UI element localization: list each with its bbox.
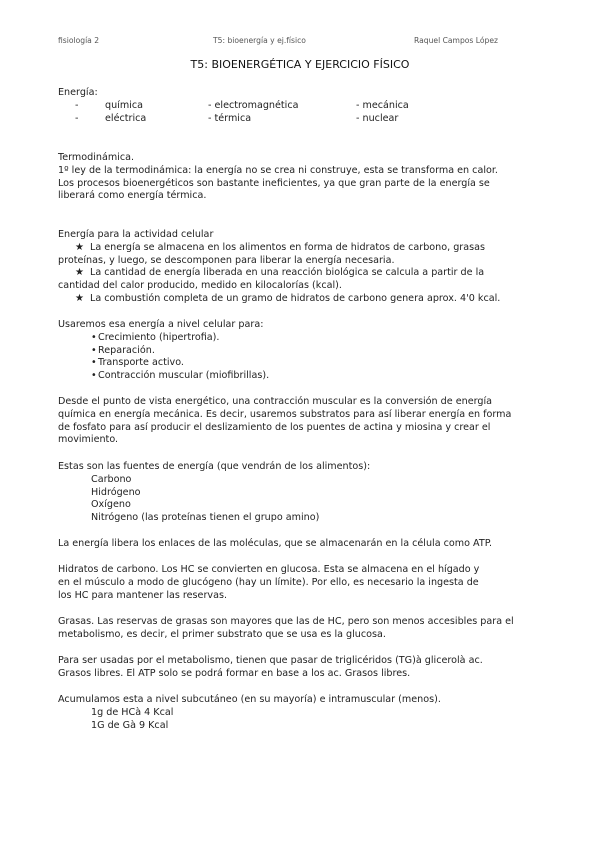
thermodynamics-section	[58, 152, 548, 203]
thermo-line: Los procesos bioenergéticos son bastante ineficientes, ya que gran parte de la energía se	[58, 177, 490, 189]
paragraph-line: La energía libera los enlaces de las moléculas, que se almacenarán en la célula como ATP.	[58, 538, 493, 549]
source-item: Nitrógeno (las proteínas tienen el grupo amino)	[91, 512, 320, 524]
header-author: Raquel Campos López	[414, 36, 499, 45]
page-title: T5: BIOENERGÉTICA Y EJERCICIO FÍSICO	[190, 58, 410, 71]
energy-type: eléctrica	[105, 112, 147, 124]
bullet-icon: •	[91, 357, 97, 369]
paragraph-line: Hidratos de carbono. Los HC se convierten en glucosa. Esta se almacena en el hígado y	[58, 564, 480, 575]
source-item: Carbono	[91, 473, 132, 485]
bullet-icon: •	[91, 331, 97, 343]
thermo-line: liberará como energía térmica.	[58, 190, 207, 202]
energy-sources-section	[58, 461, 548, 525]
use-item: Reparación.	[98, 344, 155, 356]
paragraph-line: Grasas. Las reservas de grasas son mayores que las de HC, pero son menos accesibles para el	[58, 616, 514, 627]
calorie-item: 1G de Gà 9 Kcal	[91, 719, 169, 731]
storage-heading: Acumulamos esta a nivel subcutáneo (en su mayoría) e intramuscular (menos).	[58, 694, 441, 705]
fats-paragraph	[58, 616, 548, 642]
energy-type: - electromagnética	[208, 99, 299, 111]
uses-heading: Usaremos esa energía a nivel celular para:	[58, 319, 264, 330]
carbohydrates-paragraph	[58, 564, 548, 602]
header-subject: fisiología 2	[58, 36, 100, 45]
bullet-icon: •	[91, 344, 97, 356]
thermo-line: 1º ley de la termodinámica: la energía no se crea ni construye, esta se transforma en calor.	[58, 164, 498, 176]
sources-heading: Estas son las fuentes de energía (que vendrán de los alimentos):	[58, 461, 371, 472]
paragraph-line: los HC para mantener las reservas.	[58, 589, 228, 601]
energetic-view-paragraph	[58, 396, 548, 447]
energy-type: - mecánica	[356, 99, 409, 111]
bullet-icon: •	[91, 370, 97, 382]
metabolism-paragraph	[58, 655, 548, 681]
energy-type: - nuclear	[356, 112, 399, 124]
header-topic: T5: bioenergía y ej.físico	[213, 36, 306, 45]
star-item-text: La cantidad de energía liberada en una reacción biológica se calcula a partir de la	[90, 267, 485, 279]
use-item: Transporte activo.	[98, 357, 184, 369]
paragraph-line: química en energía mecánica. Es decir, usaremos substratos para así liberar energía en forma	[58, 408, 512, 420]
star-item-text: La energía se almacena en los alimentos en forma de hidratos de carbono, grasas	[90, 241, 486, 253]
energy-heading: Energía:	[58, 87, 98, 98]
paragraph-line: Desde el punto de vista energético, una contracción muscular es la conversión de energía	[58, 396, 492, 407]
energy-type: - térmica	[208, 112, 252, 124]
use-item: Crecimiento (hipertrofia).	[98, 331, 220, 343]
star-item-text: cantidad del calor producido, medido en kilocalorías (kcal).	[58, 280, 342, 292]
paragraph-line: metabolismo, es decir, el primer substrato que se usa es la glucosa.	[58, 628, 386, 640]
cellular-energy-section	[58, 229, 548, 306]
source-item: Oxígeno	[91, 499, 131, 511]
energy-type: química	[105, 99, 144, 111]
atp-paragraph	[58, 538, 548, 551]
use-item: Contracción muscular (miofibrillas).	[98, 370, 270, 382]
calorie-item: 1g de HCà 4 Kcal	[91, 706, 174, 718]
source-item: Hidrógeno	[91, 486, 141, 498]
energy-types-grid: - química - electromagnética - mecánica - eléctrica - térmica - nuclear	[58, 100, 548, 126]
star-item-text: La combustión completa de un gramo de hidratos de carbono genera aprox. 4'0 kcal.	[90, 292, 501, 304]
star-bullet-icon: ★	[75, 292, 84, 304]
paragraph-line: de fosfato para así producir el deslizamiento de los puentes de actina y miosina y crear el	[58, 421, 491, 433]
star-bullet-icon: ★	[75, 267, 84, 279]
cellular-uses-section	[58, 319, 548, 383]
star-bullet-icon: ★	[75, 241, 84, 253]
paragraph-line: Para ser usadas por el metabolismo, tienen que pasar de triglicéridos (TG)à glicerolà ac.	[58, 655, 483, 666]
energy-types-section	[58, 87, 548, 125]
paragraph-line: Grasos libres. El ATP solo se podrá formar en base a los ac. Grasos libres.	[58, 667, 411, 679]
paragraph-line: movimiento.	[58, 434, 119, 446]
thermo-heading: Termodinámica.	[58, 152, 135, 163]
cellular-heading: Energía para la actividad celular	[58, 229, 214, 240]
star-item-text: proteínas, y luego, se descomponen para liberar la energía necesaria.	[58, 254, 395, 266]
storage-section	[58, 694, 548, 732]
paragraph-line: en el músculo a modo de glucógeno (hay un límite). Por ello, es necesario la ingesta de	[58, 576, 479, 588]
